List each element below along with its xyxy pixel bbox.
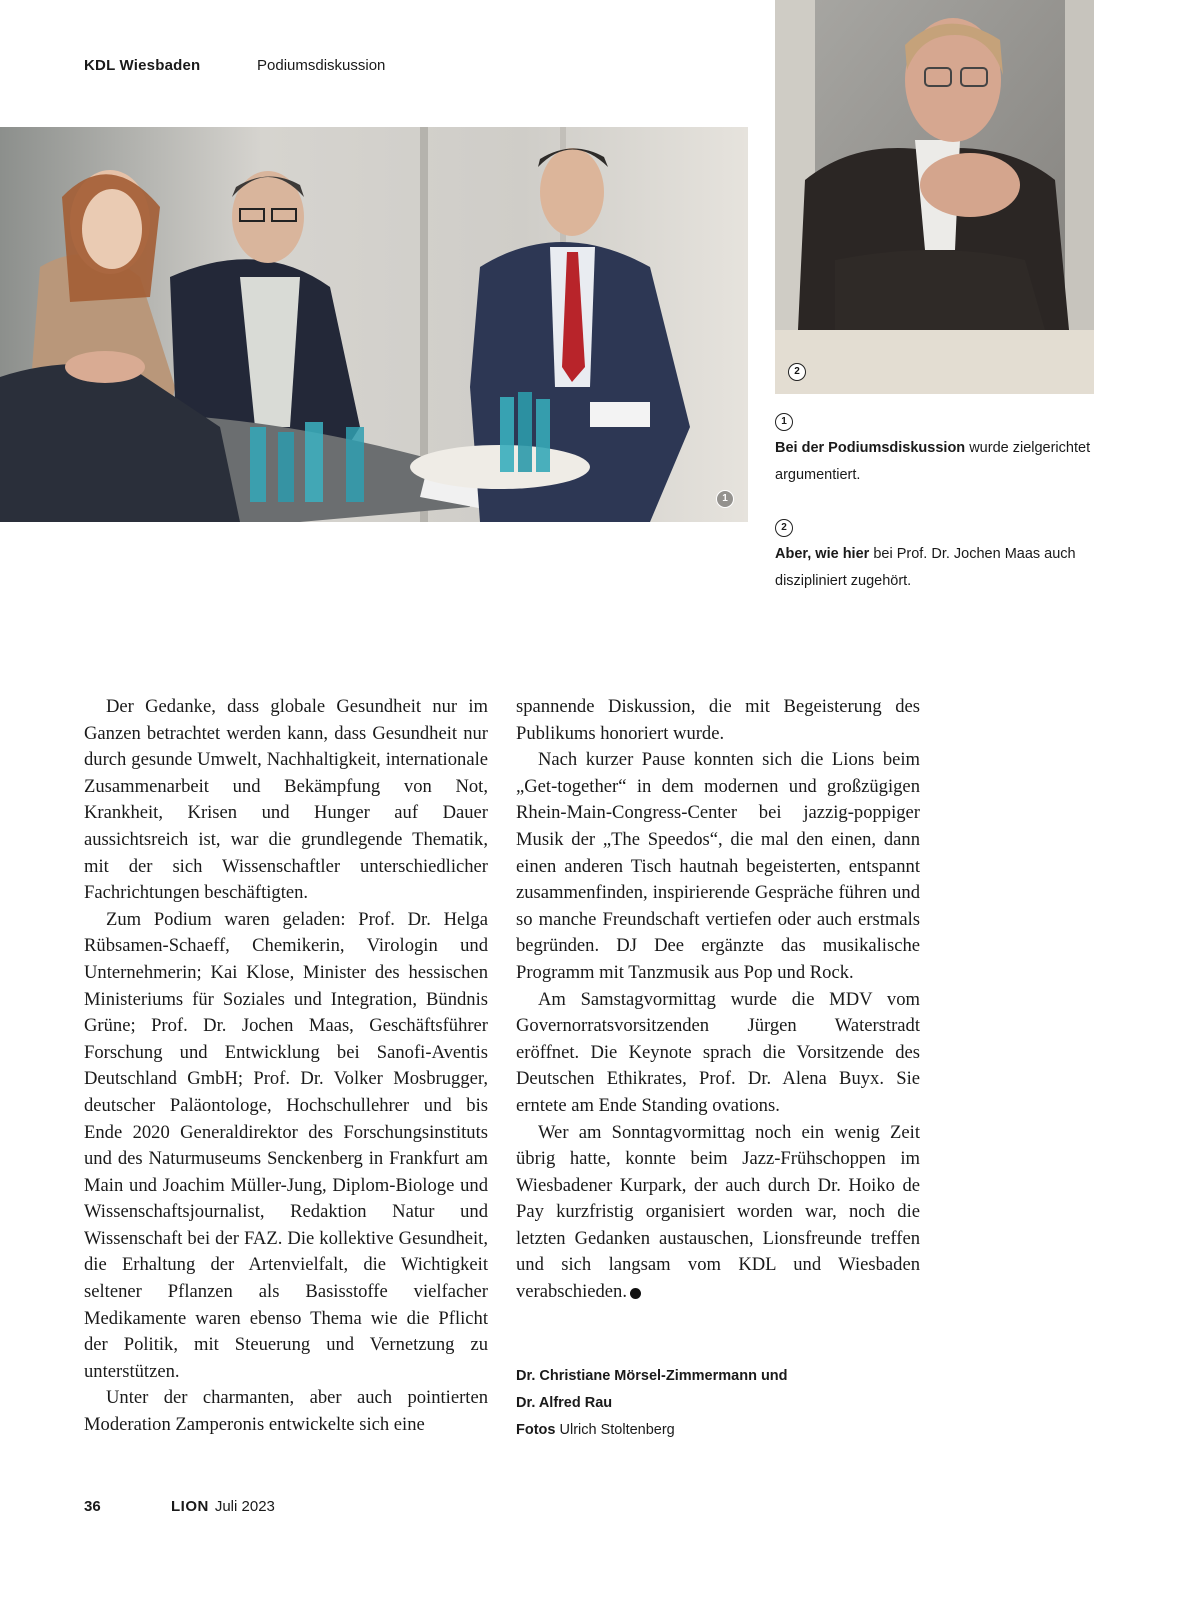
issue-date: Juli 2023 xyxy=(214,1498,275,1515)
caption-text: bei Prof. Dr. Jochen Maas auch diszipliniert zugehört. xyxy=(775,546,1076,589)
photo-credit-label: Fotos xyxy=(516,1422,556,1438)
photo-number-badge: 1 xyxy=(716,490,734,508)
page-number: 36 xyxy=(84,1498,101,1515)
paragraph xyxy=(516,1120,920,1306)
photo-number-badge: 2 xyxy=(788,363,806,381)
caption-text: wurde zielgerichtet argumentiert. xyxy=(775,440,1091,483)
paragraph: Der Gedanke, dass globale Gesundheit nur im Ganzen betrachtet werden kann, dass Gesundheit nur durch gesunde Umwelt, Nachhaltigkeit, internationale Zusammenarbeit und Bekämpfung von Not, Krankheit, Krisen und Hunger auf Dauer aussichtsreich ist, war die grundlegende Thematik, mit der sich Wissenschaftler unterschiedlicher Fachrichtungen beschäftigten. xyxy=(84,696,488,904)
article-credits xyxy=(516,1363,788,1444)
article-column-1 xyxy=(84,694,488,1439)
paragraph: Zum Podium waren geladen: Prof. Dr. Helga Rübsamen-Schaeff, Chemikerin, Virologin und Unternehmerin; Kai Klose, Minister des hessischen Ministeriums für Soziales und Integration, Bündnis Grüne; Prof. Dr. Jochen Maas, Geschäftsführer Forschung und Entwicklung bei Sanofi-Aventis Deutschland GmbH; Prof. Dr. Volker Mosbrugger, deutscher Paläontologe, Hochschullehrer und bis Ende 2020 Generaldirektor des Forschungsinstituts und des Naturmuseums Senckenberg in Frankfurt am Main und Joachim Müller-Jung, Diplom-Biologe und Wissenschaftsjournalist, Redaktion Natur und Wissenschaft bei der FAZ. Die kollektive Gesundheit, die Erhaltung der Artenvielfalt, die Wichtigkeit seltener Pflanzen als Basisstoffe vielfacher Medikamente waren ebenso Thema wie die Pflicht der Politik, mit Steuerung und Vernetzung zu unterstützen. xyxy=(84,908,488,1382)
panel-discussion-photo xyxy=(0,127,748,522)
caption-lead: Bei der Podiumsdiskussion xyxy=(775,440,966,456)
portrait-photo xyxy=(775,0,1094,394)
paragraph: Unter der charmanten, aber auch pointierten Moderation Zamperonis entwickelte sich eine xyxy=(84,1387,488,1436)
section-title: KDL Wiesbaden xyxy=(84,57,201,74)
caption-lead: Aber, wie hier xyxy=(775,546,870,562)
paragraph-text: Wer am Sonntagvormittag noch ein wenig Zeit übrig hatte, konnte beim Jazz-Frühschoppen im Wiesbadener Kurpark, der auch durch Dr. Hoiko de Pay kurzfristig organisiert worden war, noch die letzten Gedanken austauschen, Lionsfreunde treffen und sich langsam vom KDL und Wiesbaden verabschieden. xyxy=(516,1121,920,1303)
caption-number: 1 xyxy=(775,413,793,431)
photographer-name: Ulrich Stoltenberg xyxy=(555,1422,675,1438)
paragraph: Nach kurzer Pause konnten sich die Lions beim „Get-together“ in dem modernen und großzügigen Rhein-Main-Congress-Center bei jazzig-poppiger Musik der „The Speedos“, die mal den einen, dann einen anderen Tisch hautnah begeisterten, entspannt zusammenfinden, inspirierende Gespräche führen und so manche Freundschaft vertiefen oder auch erstmals begründen. DJ Dee ergänzte das musikalische Programm mit Tanzmusik aus Pop und Rock. xyxy=(516,749,920,983)
caption-number: 2 xyxy=(775,519,793,537)
section-topic: Podiumsdiskussion xyxy=(257,57,386,74)
magazine-name: LION xyxy=(171,1498,209,1515)
author-line: Dr. Alfred Rau xyxy=(516,1395,613,1411)
lion-end-mark-icon: L xyxy=(630,1288,641,1299)
paragraph: spannende Diskussion, die mit Begeisterung des Publikums honoriert wurde. xyxy=(516,696,920,744)
photo-caption xyxy=(775,513,1095,595)
paragraph: Am Samstagvormittag wurde die MDV vom Governorratsvorsitzenden Jürgen Waterstradt eröffnet. Die Keynote sprach die Vorsitzende des Deutschen Ethikrates, Prof. Dr. Alena Buyx. Sie erntete am Ende Standing ovations. xyxy=(516,988,920,1116)
photo-caption xyxy=(775,407,1095,489)
magazine-issue xyxy=(171,1498,275,1515)
author-line: Dr. Christiane Mörsel-Zimmermann und xyxy=(516,1368,788,1384)
article-column-2 xyxy=(516,694,920,1306)
